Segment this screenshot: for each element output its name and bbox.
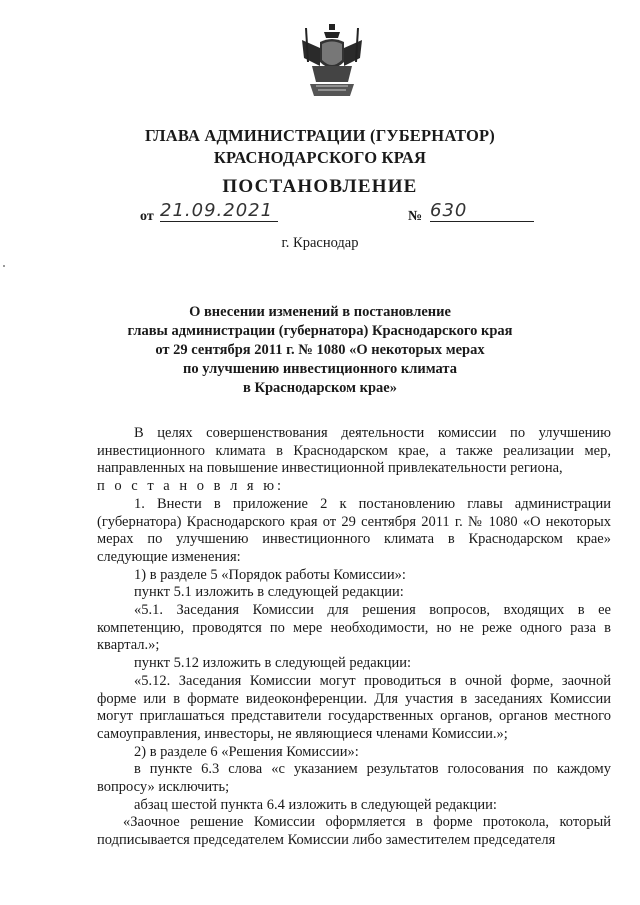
- scan-speck: [3, 265, 5, 267]
- paragraph: «5.1. Заседания Комиссии для решения вопросов, входящих в ее компетенцию, проводятся по мере необходимости, но не реже одного раза в квартал.»;: [97, 602, 611, 654]
- coat-of-arms-emblem: [300, 22, 364, 100]
- number-label: №: [408, 209, 423, 224]
- paragraph: в пункте 6.3 слова «с указанием результатов голосования по каждому вопросу» исключить;: [97, 761, 611, 796]
- document-type: ПОСТАНОВЛЕНИЕ: [222, 176, 418, 197]
- paragraph-text: В целях совершенствования деятельности комиссии по улучшению инвестиционного климата в Краснодарском крае, а также реализации мер, направленных на повышение инвестиционной привлекательности региона,: [97, 425, 611, 477]
- handwritten-date: 21.09.2021: [160, 200, 278, 222]
- paragraph: [97, 425, 611, 496]
- paragraph: 2) в разделе 6 «Решения Комиссии»:: [134, 743, 359, 760]
- paragraph: пункт 5.1 изложить в следующей редакции:: [134, 584, 404, 601]
- title-line: по улучшению инвестиционного климата: [183, 361, 457, 377]
- title-line: от 29 сентября 2011 г. № 1080 «О некоторых мерах: [155, 342, 485, 358]
- paragraph: 1. Внести в приложение 2 к постановлению главы администрации (губернатора) Краснодарского края от 29 сентября 2011 г. № 1080 «О некоторых мерах по улучшению инвестиционного климата в Краснодарском крае» следующие изменения:: [97, 495, 611, 565]
- document-body: [97, 425, 611, 850]
- paragraph: «Заочное решение Комиссии оформляется в форме протокола, который подписывается председателем Комиссии либо заместителем председателя: [97, 814, 611, 849]
- date-label: от: [140, 209, 154, 224]
- paragraph: 1) в разделе 5 «Порядок работы Комиссии»:: [134, 566, 406, 583]
- decree-word: п о с т а н о в л я ю:: [97, 478, 285, 495]
- paragraph: абзац шестой пункта 6.4 изложить в следующей редакции:: [134, 796, 497, 813]
- title-line: О внесении изменений в постановление: [189, 304, 451, 320]
- title-line: в Краснодарском крае»: [243, 380, 397, 396]
- issuer-line-1: ГЛАВА АДМИНИСТРАЦИИ (ГУБЕРНАТОР): [145, 126, 495, 145]
- city: г. Краснодар: [281, 235, 359, 251]
- handwritten-number: 630: [430, 200, 534, 222]
- document-title: [110, 303, 530, 398]
- issuer-line-2: КРАСНОДАРСКОГО КРАЯ: [213, 148, 427, 167]
- paragraph: пункт 5.12 изложить в следующей редакции:: [134, 655, 412, 672]
- paragraph: «5.12. Заседания Комиссии могут проводиться в очной форме, заочной форме или в формате видеоконференции. Для участия в заседаниях Комиссии могут приглашаться представители государственных органов, органов местного самоуправления, инвесторы, не являющиеся членами Комиссии.»;: [97, 672, 611, 742]
- title-line: главы администрации (губернатора) Краснодарского края: [127, 323, 513, 339]
